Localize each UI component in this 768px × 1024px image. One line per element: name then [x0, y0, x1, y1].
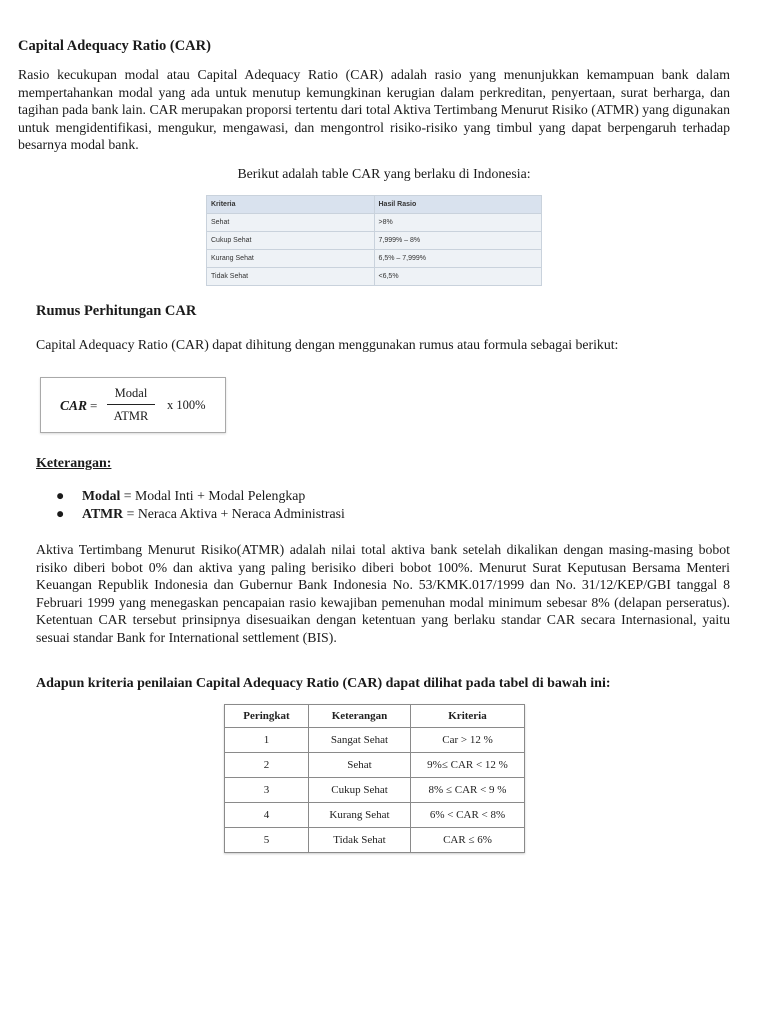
table-header-row	[225, 705, 525, 728]
header-keterangan: Keterangan	[309, 705, 411, 728]
car-formula-box	[40, 377, 226, 433]
table-row	[207, 214, 542, 232]
cell-hasil-rasio: 7,999% – 8%	[374, 232, 542, 250]
header-kriteria: Kriteria	[411, 705, 525, 728]
table-row	[207, 268, 542, 286]
formula-denominator: ATMR	[113, 409, 149, 423]
section-title-rumus: Rumus Perhitungan CAR	[36, 303, 197, 319]
formula-multiplier: x 100%	[167, 398, 206, 412]
table-row	[225, 778, 525, 803]
table-row	[225, 753, 525, 778]
header-hasil-rasio: Hasil Rasio	[374, 196, 542, 214]
cell-keterangan: Sangat Sehat	[309, 728, 411, 753]
keterangan-list	[56, 487, 345, 523]
cell-peringkat: 4	[225, 803, 309, 828]
cell-hasil-rasio: >8%	[374, 214, 542, 232]
atmr-paragraph: Aktiva Tertimbang Menurut Risiko(ATMR) adalah nilai total aktiva bank setelah dikalikan dengan masing-masing bobot risiko diberi bobot 0% dan aktiva yang paling berisiko diberi bobot 100%. Menurut Surat Keputusan Bersama Menteri Keuangan Republik Indonesia dan Gubernur Bank Indonesia No. 53/KMK.017/1999 dan No. 31/12/KEP/GBI tanggal 8 Februari 1999 yang menegaskan pencapaian rasio kewajiban pemenuhan modal minimum sebesar 8% (delapan perseratus). Ketentuan CAR tersebut prinsipnya disesuaikan dengan ketentuan yang berlaku standar CAR secara Internasional, yaitu sesuai standar Bank for International settlement (BIS).	[36, 542, 730, 645]
cell-kriteria: 8% ≤ CAR < 9 %	[411, 778, 525, 803]
table-caption: Berikut adalah table CAR yang berlaku di Indonesia:	[237, 166, 531, 181]
table-row	[225, 828, 525, 853]
cell-peringkat: 2	[225, 753, 309, 778]
cell-kriteria: 9%≤ CAR < 12 %	[411, 753, 525, 778]
cell-kriteria: 6% < CAR < 8%	[411, 803, 525, 828]
cell-peringkat: 1	[225, 728, 309, 753]
cell-hasil-rasio: 6,5% – 7,999%	[374, 250, 542, 268]
list-item	[56, 487, 345, 505]
cell-peringkat: 5	[225, 828, 309, 853]
cell-kriteria: Car > 12 %	[411, 728, 525, 753]
car-definition-paragraph: Rasio kecukupan modal atau Capital Adequacy Ratio (CAR) adalah rasio yang menunjukkan kemampuan bank dalam mempertahankan modal yang ada untuk menutup kemungkinan kerugian dalam perkreditan, penyertaan, surat berharga, dan tagihan pada bank lain. CAR merupakan proporsi tertentu dari total Aktiva Tertimbang Menurut Risiko (ATMR) yang digunakan untuk mengidentifikasi, mengukur, mengawasi, dan mengontrol risiko-risiko yang timbul yang dapat berpengaruh terhadap besarnya modal bank.	[18, 67, 730, 152]
section-title-car: Capital Adequacy Ratio (CAR)	[18, 38, 211, 54]
header-peringkat: Peringkat	[225, 705, 309, 728]
table-row	[225, 803, 525, 828]
cell-kriteria: Cukup Sehat	[207, 232, 375, 250]
table-row	[225, 728, 525, 753]
list-item-term: ATMR	[82, 506, 124, 521]
list-item-definition: = Modal Inti + Modal Pelengkap	[120, 488, 306, 503]
cell-keterangan: Tidak Sehat	[309, 828, 411, 853]
keterangan-title: Keterangan:	[36, 456, 112, 471]
cell-keterangan: Cukup Sehat	[309, 778, 411, 803]
cell-keterangan: Kurang Sehat	[309, 803, 411, 828]
cell-kriteria: Kurang Sehat	[207, 250, 375, 268]
list-item	[56, 505, 345, 523]
rumus-intro-text: Capital Adequacy Ratio (CAR) dapat dihitung dengan menggunakan rumus atau formula sebagai berikut:	[36, 337, 619, 352]
table-row	[207, 250, 542, 268]
cell-kriteria: Sehat	[207, 214, 375, 232]
header-kriteria: Kriteria	[207, 196, 375, 214]
bullet-icon: ●	[56, 506, 65, 521]
list-item-term: Modal	[82, 488, 121, 503]
table-row	[207, 232, 542, 250]
bullet-icon: ●	[56, 488, 65, 503]
formula-equals: =	[90, 398, 98, 413]
car-indonesia-table	[206, 195, 542, 286]
cell-kriteria: CAR ≤ 6%	[411, 828, 525, 853]
formula-numerator: Modal	[114, 386, 148, 400]
car-rating-table	[224, 704, 525, 853]
list-item-definition: = Neraca Aktiva + Neraca Administrasi	[123, 506, 345, 521]
formula-lhs: CAR	[60, 398, 88, 413]
section-title-kriteria: Adapun kriteria penilaian Capital Adequacy Ratio (CAR) dapat dilihat pada tabel di bawah ini:	[36, 676, 611, 691]
table-header-row	[207, 196, 542, 214]
cell-hasil-rasio: <6,5%	[374, 268, 542, 286]
cell-keterangan: Sehat	[309, 753, 411, 778]
cell-kriteria: Tidak Sehat	[207, 268, 375, 286]
fraction-bar	[107, 404, 155, 405]
cell-peringkat: 3	[225, 778, 309, 803]
